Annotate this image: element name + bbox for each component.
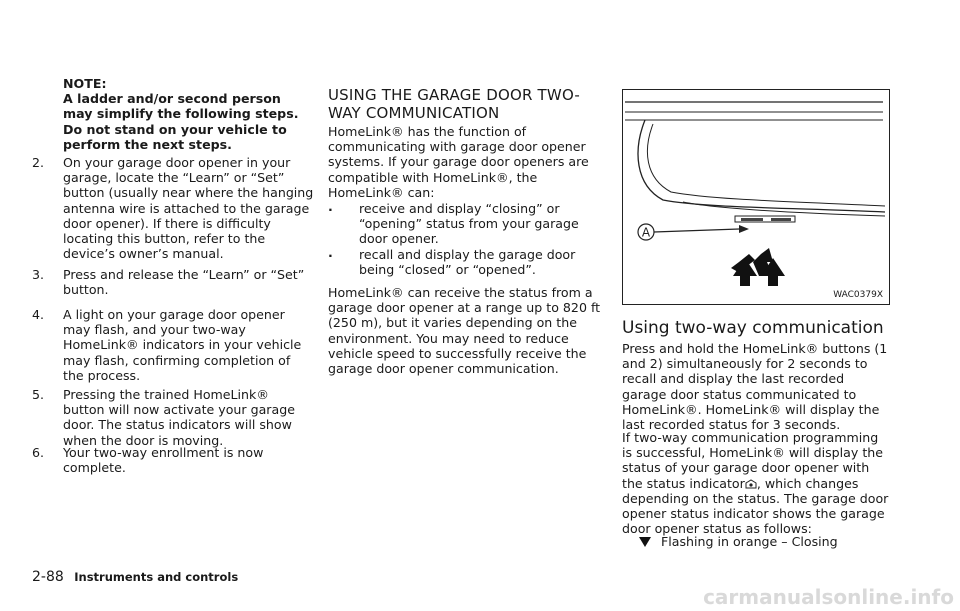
- step-number: 5.: [32, 387, 45, 402]
- section-heading: USING THE GARAGE DOOR TWO-WAY COMMUNICATION: [328, 86, 580, 122]
- status-text-a: If two-way communication programming is successful, HomeLink® will display the status of your garage door opener with the status indicator: [622, 430, 884, 491]
- subsection-heading: Using two-way communication: [622, 318, 884, 338]
- flash-closing-text: Flashing in orange – Closing: [661, 534, 838, 549]
- status-paragraph: [622, 430, 890, 536]
- step-number: 3.: [32, 267, 45, 282]
- step-6: [32, 445, 314, 475]
- step-2: [32, 155, 314, 261]
- figure-homelink-location: [622, 89, 890, 305]
- step-text: Press and release the “Learn” or “Set” button.: [63, 267, 305, 298]
- section-title: Instruments and controls: [74, 570, 239, 584]
- note-text: A ladder and/or second person may simplify the following steps. Do not stand on your vehicle to perform the next steps.: [63, 91, 299, 152]
- step-4: [32, 307, 314, 383]
- step-5: [32, 387, 314, 448]
- note-block: [63, 76, 314, 152]
- step-3: [32, 267, 314, 297]
- bullet-marker: .: [328, 199, 333, 214]
- watermark: carmanualsonline.info: [703, 585, 954, 609]
- page-footer: [32, 569, 238, 585]
- step-number: 2.: [32, 155, 45, 170]
- bullet-marker: .: [328, 245, 333, 260]
- range-paragraph: HomeLink® can receive the status from a garage door opener at a range up to 820 ft (250 m), but it varies depending on the environment. You may need to reduce vehicle speed to successfully receive the garage door opener communication.: [328, 285, 601, 377]
- step-text: A light on your garage door opener may flash, and your two-way HomeLink® indicators in your vehicle may flash, confirming completion of the process.: [63, 307, 302, 383]
- recall-paragraph: Press and hold the HomeLink® buttons (1 and 2) simultaneously for 2 seconds to recall and display the last recorded garage door status communicated to HomeLink®. HomeLink® will display the last recorded status for 3 seconds.: [622, 341, 888, 433]
- bullet-text: receive and display “closing” or “opening” status from your garage door opener.: [359, 201, 579, 247]
- callout-label: A: [641, 225, 651, 240]
- page-number: 2-88: [32, 569, 64, 585]
- status-text-b: , which changes depending on the status. The garage door opener status indicator shows the garage door opener status as follows:: [622, 475, 889, 537]
- figure-caption: WAC0379X: [833, 290, 883, 300]
- step-number: 4.: [32, 307, 45, 322]
- bullet-item: [328, 247, 601, 277]
- note-label: NOTE:: [63, 76, 107, 91]
- mirror-diagram: [623, 90, 888, 303]
- down-triangle-icon: [638, 535, 652, 549]
- bullet-text: recall and display the garage door being “closed” or “opened”.: [359, 247, 576, 278]
- step-number: 6.: [32, 445, 45, 460]
- step-text: Your two-way enrollment is now complete.: [63, 445, 264, 476]
- bullet-item: [328, 201, 601, 247]
- garage-status-icon: [745, 479, 757, 489]
- step-text: On your garage door opener in your garage, locate the “Learn” or “Set” button (usually near where the hanging antenna wire is attached to the garage door opener). If there is difficulty locating this button, refer to the device’s owner’s manual.: [63, 155, 314, 262]
- step-text: Pressing the trained HomeLink® button will now activate your garage door. The status indicators will show when the door is moving.: [63, 387, 295, 448]
- intro-paragraph: HomeLink® has the function of communicating with garage door opener systems. If your garage door openers are compatible with HomeLink®, the HomeLink® can:: [328, 124, 589, 200]
